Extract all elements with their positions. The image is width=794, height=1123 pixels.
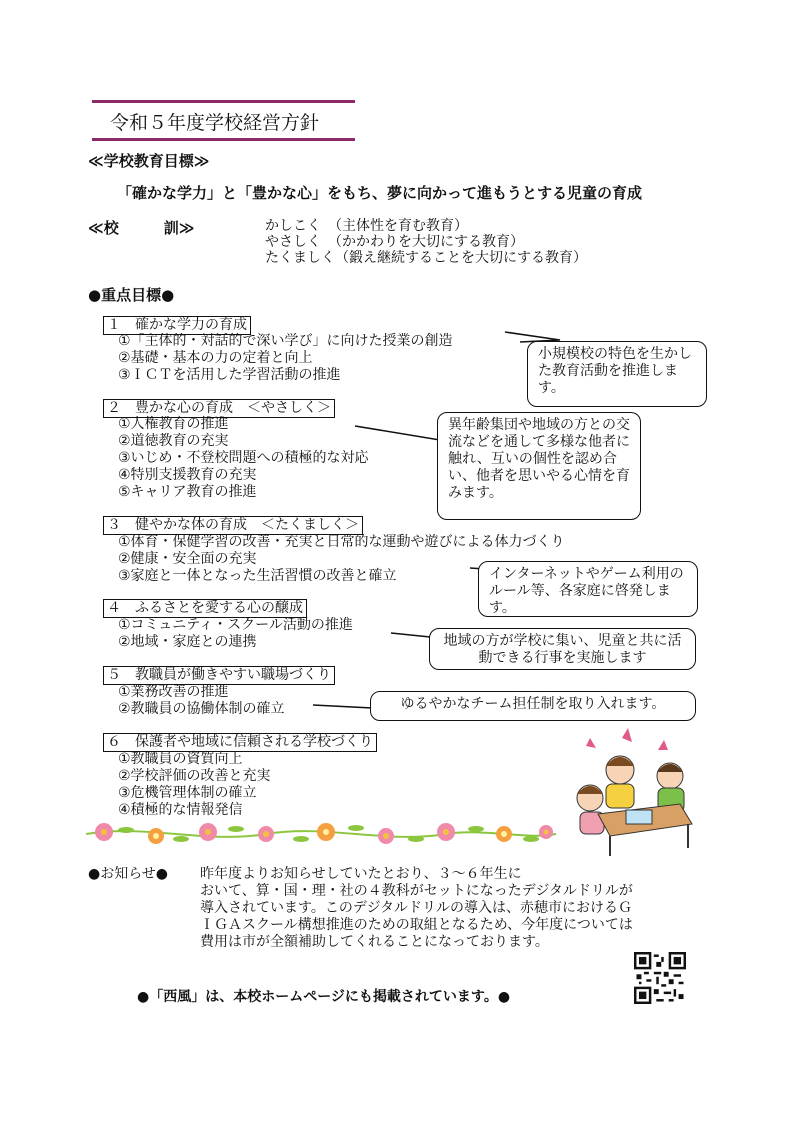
section-heading: ６ 保護者や地域に信頼される学校づくり — [103, 733, 377, 752]
section-heading: ３ 健やかな体の育成 ＜たくましく＞ — [103, 516, 363, 535]
priority-heading: ●重点目標● — [88, 286, 175, 304]
list-item: ③ＩＣＴを活用した学習活動の推進 — [118, 367, 341, 383]
section-heading: ５ 教職員が働きやすい職場づくり — [103, 666, 335, 685]
callout-bubble: 異年齢集団や地域の方との交流などを通して多様な他者に触れ、互いの個性を認め合い、他者を思いやる心情を育みます。 — [437, 412, 641, 520]
list-item: ①教職員の資質向上 — [118, 751, 243, 767]
callout-bubble: 小規模校の特色を生かした教育活動を推進します。 — [527, 341, 707, 407]
list-item: ①人権教育の推進 — [118, 416, 229, 432]
section-heading: １ 確かな学力の育成 — [103, 316, 251, 335]
list-item: ②学校評価の改善と充実 — [118, 768, 271, 784]
notice-line: 昨年度よりお知らせしていたとおり、３～６年生に — [200, 866, 522, 882]
list-item: ③危機管理体制の確立 — [118, 785, 257, 801]
list-item: ①業務改善の推進 — [118, 684, 229, 700]
motto-line: たくましく（鍛え継続することを大切にする教育） — [265, 250, 587, 266]
callout-bubble: ゆるやかなチーム担任制を取り入れます。 — [370, 691, 696, 721]
list-item: ③家庭と一体となった生活習慣の改善と確立 — [118, 568, 397, 584]
qr-code-icon[interactable] — [634, 952, 686, 1004]
list-item: ④特別支援教育の充実 — [118, 467, 257, 483]
list-item: ①体育・保健学習の改善・充実と日常的な運動や遊びによる体力づくり — [118, 534, 565, 550]
children-studying-illustration — [560, 728, 700, 858]
list-item: ②教職員の協働体制の確立 — [118, 701, 285, 717]
list-item: ④積極的な情報発信 — [118, 802, 243, 818]
list-item: ②道徳教育の充実 — [118, 433, 229, 449]
list-item: ①「主体的・対話的で深い学び」に向けた授業の創造 — [118, 333, 453, 349]
section-heading: ４ ふるさとを愛する心の醸成 — [103, 599, 307, 618]
motto-line: かしこく （主体性を育む教育） — [265, 218, 468, 234]
notice-label: ●お知らせ● — [88, 866, 169, 882]
list-item: ③いじめ・不登校問題への積極的な対応 — [118, 450, 369, 466]
goal-heading: ≪学校教育目標≫ — [88, 152, 210, 170]
list-item: ②地域・家庭との連携 — [118, 634, 257, 650]
list-item: ①コミュニティ・スクール活動の推進 — [118, 617, 353, 633]
list-item: ②基礎・基本の力の定着と向上 — [118, 350, 313, 366]
notice-line: おいて、算・国・理・社の４教科がセットになったデジタルドリルが — [200, 883, 633, 899]
footer-text: ●「西風」は、本校ホームページにも掲載されています。● — [137, 989, 511, 1005]
flower-garland-illustration — [86, 812, 556, 852]
callout-bubble: 地域の方が学校に集い、児童と共に活動できる行事を実施します — [429, 628, 696, 670]
list-item: ②健康・安全面の充実 — [118, 551, 257, 567]
callout-bubble: インターネットやゲーム利用のルール等、各家庭に啓発します。 — [478, 561, 698, 617]
goal-text: 「確かな学力」と「豊かな心」をもち、夢に向かって進もうとする児童の育成 — [117, 184, 643, 202]
notice-line: ＩＧＡスクール構想推進のための取組となるため、今年度については — [200, 917, 633, 933]
motto-label: ≪校 訓≫ — [88, 219, 195, 237]
notice-line: 費用は市が全額補助してくれることになっております。 — [200, 934, 549, 950]
list-item: ⑤キャリア教育の推進 — [118, 484, 257, 500]
page-title: 令和５年度学校経営方針 — [110, 112, 320, 134]
notice-line: 導入されています。このデジタルドリルの導入は、赤穂市におけるＧ — [200, 900, 633, 916]
section-heading: ２ 豊かな心の育成 ＜やさしく＞ — [103, 399, 335, 418]
motto-line: やさしく （かかわりを大切にする教育） — [265, 234, 524, 250]
